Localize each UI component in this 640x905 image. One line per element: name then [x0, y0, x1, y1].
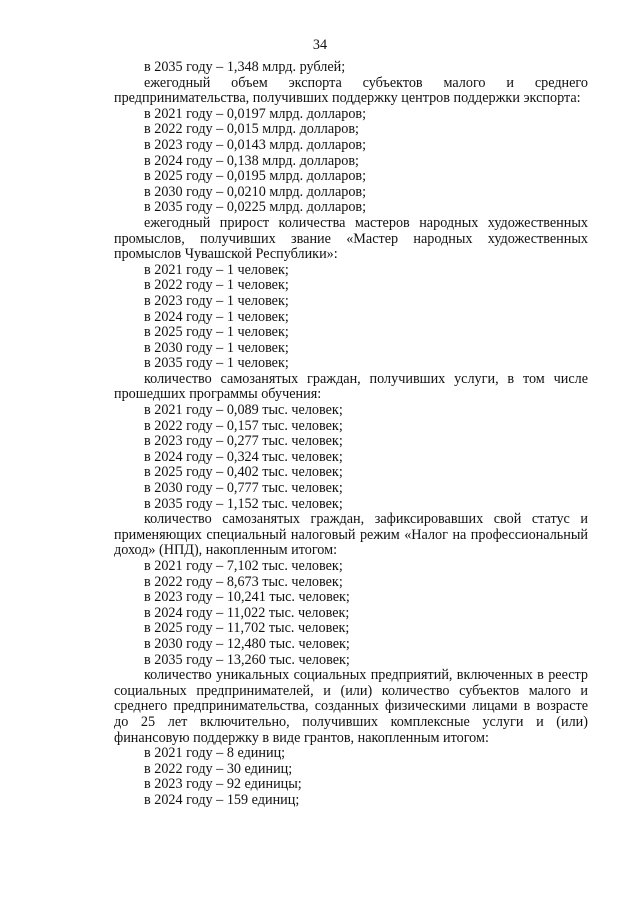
list-item: в 2030 году – 1 человек;	[144, 339, 289, 356]
list-item: в 2023 году – 1 человек;	[144, 292, 289, 309]
list-item: в 2035 году – 0,0225 млрд. долларов;	[144, 199, 367, 216]
list-item: в 2021 году – 0,0197 млрд. долларов;	[144, 105, 367, 122]
list-item: в 2024 году – 0,324 тыс. человек;	[144, 448, 343, 465]
paragraph: ежегодный объем экспорта субъектов малого и среднего предпринимательства, получивших поддержку центров поддержки экспорта:	[114, 74, 588, 107]
page-number: 34	[312, 37, 328, 53]
document-body	[114, 60, 588, 809]
list-item: в 2030 году – 12,480 тыс. человек;	[144, 635, 350, 652]
list-item: в 2024 году – 11,022 тыс. человек;	[144, 604, 350, 621]
paragraph: ежегодный прирост количества мастеров народных художественных промыслов, получивших звание «Мастер народных художественных промыслов Чувашской Республики»:	[114, 214, 588, 263]
list-item: в 2024 году – 1 человек;	[144, 308, 289, 325]
list-item: в 2035 году – 13,260 тыс. человек;	[144, 651, 350, 668]
list-item: в 2022 году – 0,157 тыс. человек;	[144, 417, 343, 434]
list-item: в 2024 году – 159 единиц;	[144, 791, 300, 808]
list-item: в 2022 году – 0,015 млрд. долларов;	[144, 121, 359, 138]
list-item: в 2023 году – 92 единицы;	[144, 776, 302, 793]
list-item: в 2021 году – 0,089 тыс. человек;	[144, 402, 343, 419]
list-item: в 2035 году – 1 человек;	[144, 355, 289, 372]
list-item: в 2021 году – 1 человек;	[144, 261, 289, 278]
list-item: в 2025 году – 1 человек;	[144, 324, 289, 341]
list-item: в 2035 году – 1,152 тыс. человек;	[144, 495, 343, 512]
list-item: в 2030 году – 0,0210 млрд. долларов;	[144, 183, 367, 200]
list-item: в 2030 году – 0,777 тыс. человек;	[144, 480, 343, 497]
list-item: в 2025 году – 0,402 тыс. человек;	[144, 464, 343, 481]
list-item: в 2025 году – 11,702 тыс. человек;	[144, 620, 350, 637]
list-item: в 2022 году – 30 единиц;	[144, 760, 293, 777]
list-item: в 2024 году – 0,138 млрд. долларов;	[144, 152, 359, 169]
list-item: в 2021 году – 8 единиц;	[144, 745, 286, 762]
list-item: в 2025 году – 0,0195 млрд. долларов;	[144, 168, 367, 185]
list-item: в 2022 году – 8,673 тыс. человек;	[144, 573, 343, 590]
paragraph: количество самозанятых граждан, получивших услуги, в том числе прошедших программы обучения:	[114, 370, 588, 403]
paragraph: количество самозанятых граждан, зафиксировавших свой статус и применяющих специальный налоговый режим «Налог на профессиональный доход» (НПД), накопленным итогом:	[114, 511, 588, 559]
paragraph: количество уникальных социальных предприятий, включенных в реестр социальных предпринимателей, и (или) количество субъектов малого и среднего предпринимательства, созданных физическими лицами в возрасте до 25 лет включительно, получивших комплексные услуги и (или) финансовую поддержку в виде грантов, накопленным итогом:	[114, 667, 588, 746]
list-item: в 2035 году – 1,348 млрд. рублей;	[144, 59, 346, 75]
list-item: в 2023 году – 0,0143 млрд. долларов;	[144, 136, 367, 153]
list-item: в 2022 году – 1 человек;	[144, 277, 289, 294]
list-item: в 2021 году – 7,102 тыс. человек;	[144, 558, 343, 574]
list-item: в 2023 году – 0,277 тыс. человек;	[144, 433, 343, 450]
list-item: в 2023 году – 10,241 тыс. человек;	[144, 589, 350, 606]
